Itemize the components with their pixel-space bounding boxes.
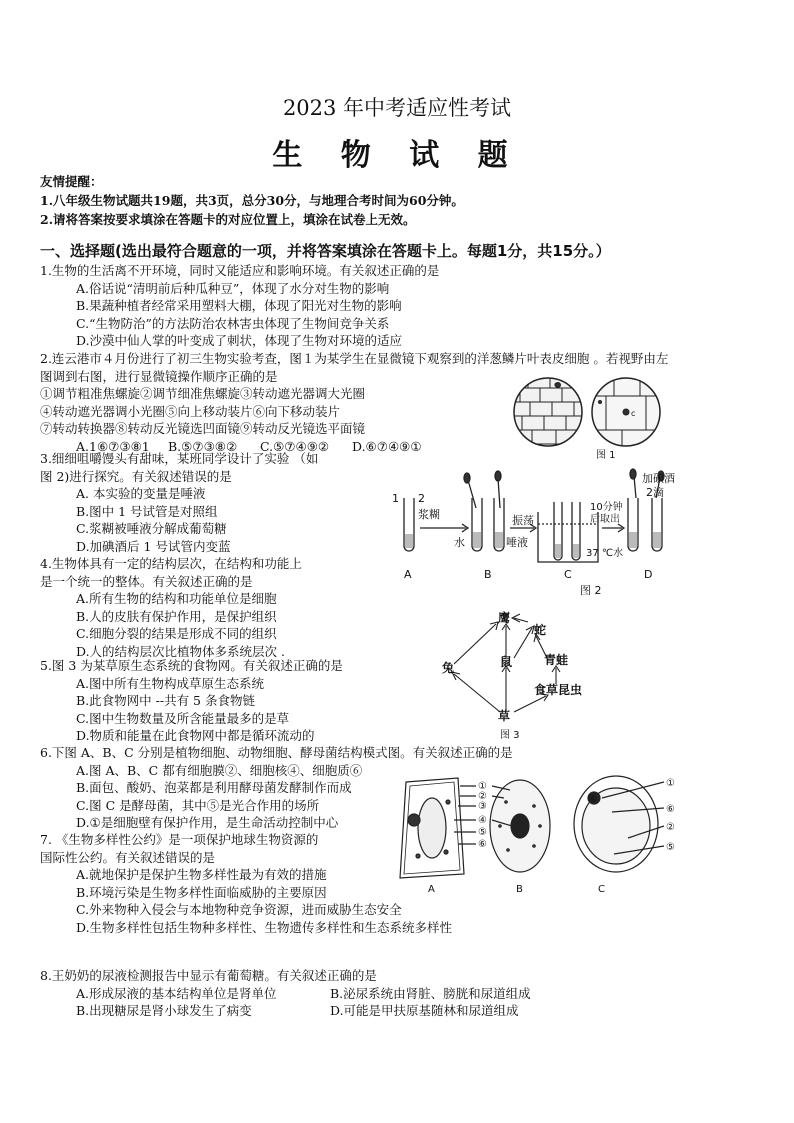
option: C.外来物种入侵会与本地物种竞争资源，进而威胁生态安全 — [76, 902, 402, 918]
question-3 — [40, 450, 318, 556]
question-stem: 是一个统一的整体。有关叙述正确的是 — [40, 573, 253, 589]
label-n2: 2 — [418, 492, 425, 505]
option: A.所有生物的结构和功能单位是细胞 — [76, 591, 277, 607]
figure-caption: 图 2 — [580, 584, 602, 597]
tips-heading: 友情提醒： — [40, 174, 103, 189]
question-1 — [40, 262, 439, 350]
option: A.图 A、B、C 都有细胞膜②、细胞核④、细胞质⑥ — [76, 762, 363, 778]
figure-3 — [440, 608, 640, 740]
option: C.⑤⑦④⑨② — [260, 438, 330, 454]
label-iodine: 加碘酒 — [642, 472, 675, 485]
step-line: ①调节粗准焦螺旋②调节细准焦螺旋③转动遮光器调大光圈 — [40, 386, 366, 402]
tips-item: 1.八年级生物试题共19题，共3页，总分30分，与地理合考时间为60分钟。 — [40, 193, 464, 208]
option: B.出现糖尿是肾小球发生了病变 — [76, 1003, 252, 1019]
option: B.面包、酸奶、泡菜都是利用酵母菌发酵制作而成 — [76, 780, 352, 796]
label-shake: 振荡 — [512, 514, 534, 527]
label-saliva: 唾液 — [506, 536, 528, 549]
node-frog: 青蛙 — [544, 653, 569, 667]
tube-label: B — [484, 568, 492, 581]
question-stem: 4.生物体具有一定的结构层次，在结构和功能上 — [40, 556, 302, 571]
option: A.1⑥⑦③⑧1 — [76, 438, 150, 454]
cell-caption: B — [516, 884, 523, 894]
cell-c-label: ⑤ — [666, 842, 675, 853]
label-iodine: 2滴 — [646, 486, 664, 499]
cell-a-label: ④ — [478, 815, 487, 826]
option: D.物质和能量在此食物网中都是循环流动的 — [76, 728, 315, 744]
question-stem: 图 2)进行探究。有关叙述错误的是 — [40, 468, 232, 484]
option: D.沙漠中仙人掌的叶变成了刺状，体现了生物对环境的适应 — [76, 333, 403, 349]
question-stem: 3.细细咀嚼馒头有甜味，某班同学设计了实验 （如 — [40, 451, 319, 466]
option: C.图 C 是酵母菌，其中⑤是光合作用的场所 — [76, 797, 320, 813]
cell-caption: A — [428, 884, 435, 894]
option: B.图中 1 号试管是对照组 — [76, 503, 218, 519]
tube-label: C — [564, 568, 572, 581]
option: A.图中所有生物构成草原生态系统 — [76, 675, 265, 691]
node-snake: 蛇 — [534, 623, 547, 637]
cell-label: c — [554, 380, 559, 389]
cell-c-label: ① — [666, 778, 675, 789]
figure-1 — [510, 372, 670, 464]
question-stem: 2.连云港市４月份进行了初三生物实验考查，图１为某学生在显微镜下观察到的洋葱鳞片叶表皮细胞 。若视野由左 — [40, 351, 669, 366]
option: C.图中生物数量及所含能量最多的是草 — [76, 710, 290, 726]
option: A.俗话说“清明前后种瓜种豆”，体现了水分对生物的影响 — [76, 280, 390, 296]
options-row — [40, 1002, 531, 1020]
label-time: 10分钟 — [590, 502, 623, 513]
option: D.⑥⑦④⑨① — [352, 438, 422, 454]
cell-a-label: ③ — [478, 801, 487, 812]
node-mouse: 鼠 — [500, 655, 513, 669]
question-8 — [40, 967, 531, 1020]
question-stem: 6.下图 A、B、C 分别是植物细胞、动物细胞、酵母菌结构模式图。有关叙述正确的是 — [40, 745, 513, 760]
label-time: 后取出 — [590, 514, 620, 525]
question-stem: 图调到右图，进行显微镜操作顺序正确的是 — [40, 368, 278, 384]
cell-a-label: ② — [478, 791, 487, 802]
options-row — [40, 985, 531, 1003]
tube-label: D — [644, 568, 653, 581]
cell-a-label: ⑥ — [478, 839, 487, 850]
cell-c-label: ② — [666, 822, 675, 833]
option: C.浆糊被唾液分解成葡萄糖 — [76, 521, 227, 537]
node-eagle: 鹰 — [498, 611, 511, 625]
node-grass: 草 — [498, 709, 511, 723]
option: B.泌尿系统由肾脏、膀胱和尿道组成 — [330, 985, 531, 1001]
question-stem: 国际性公约。有关叙述错误的是 — [40, 849, 216, 865]
cell-c-label: ④ — [588, 794, 597, 805]
option: A.就地保护是保护生物多样性最为有效的措施 — [76, 867, 327, 883]
question-4 — [40, 555, 302, 661]
node-rabbit: 兔 — [442, 661, 455, 675]
option: B.人的皮肤有保护作用，是保护组织 — [76, 608, 277, 624]
label-paste: 浆糊 — [418, 508, 440, 521]
option: B.环境污染是生物多样性面临威胁的主要原因 — [76, 884, 327, 900]
option: B.⑤⑦③⑧② — [168, 438, 238, 454]
option: D.可能是甲扶原基随林和尿道组成 — [330, 1003, 519, 1019]
cell-a-label: ① — [478, 781, 487, 792]
option: D.①是细胞壁有保护作用，是生命活动控制中心 — [76, 815, 339, 831]
option: A.形成尿液的基本结构单位是肾单位 — [76, 985, 277, 1001]
question-stem: 5.图 3 为某草原生态系统的食物网。有关叙述正确的是 — [40, 658, 343, 673]
question-stem: 8.王奶奶的尿液检测报告中显示有葡萄糖。有关叙述正确的是 — [40, 968, 377, 983]
option: D.生物多样性包括生物种多样性、生物遗传多样性和生态系统多样性 — [76, 919, 453, 935]
figure-caption: 图 1 — [596, 450, 616, 461]
cell-label: c — [631, 409, 636, 418]
cell-c-label: ⑥ — [666, 804, 675, 815]
option: D.加碘酒后 1 号试管内变蓝 — [76, 538, 231, 554]
option: D.人的结构层次比植物体多系统层次 . — [76, 643, 285, 659]
figure-2 — [390, 468, 700, 598]
question-stem: 1.生物的生活离不开环境，同时又能适应和影响环境。有关叙述正确的是 — [40, 263, 440, 278]
section-heading: 一、选择题(选出最符合题意的一项，并将答案填涂在答题卡上。每题1分，共15分。） — [40, 242, 611, 260]
node-insect: 食草昆虫 — [534, 683, 583, 697]
question-stem: 7. 《生物多样性公约》是一项保护地球生物资源的 — [40, 832, 319, 847]
cell-a-label: ⑤ — [478, 827, 487, 838]
tips-block — [40, 172, 464, 229]
exam-title: 2023 年中考适应性考试 — [282, 96, 512, 120]
step-line: ④转动遮光器调小光圈⑤向上移动装片⑥向下移动装片 — [40, 403, 341, 419]
question-5 — [40, 657, 343, 745]
label-water: 水 — [454, 536, 465, 549]
question-7 — [40, 831, 452, 937]
figure-caption: 图 3 — [500, 730, 520, 740]
cell-caption: C — [598, 884, 605, 894]
option: B.此食物网中 --共有 5 条食物链 — [76, 693, 255, 709]
step-line: ⑦转动转换器⑧转动反光镜选凹面镜⑨转动反光镜选平面镜 — [40, 421, 366, 437]
option: C.细胞分裂的结果是形成不同的组织 — [76, 626, 277, 642]
label-temp: 37 ℃水 — [586, 548, 624, 559]
option: A. 本实验的变量是唾液 — [76, 486, 206, 502]
tips-item: 2.请将答案按要求填涂在答题卡的对应位置上，填涂在试卷上无效。 — [40, 212, 416, 227]
option: B.果蔬种植者经常采用塑料大棚，体现了阳光对生物的影响 — [76, 298, 402, 314]
option: C.“生物防治”的方法防治农林害虫体现了生物间竞争关系 — [76, 315, 390, 331]
tube-label: A — [404, 568, 412, 581]
subject-title: 生 物 试 题 — [272, 138, 522, 173]
label-n1: 1 — [392, 492, 399, 505]
